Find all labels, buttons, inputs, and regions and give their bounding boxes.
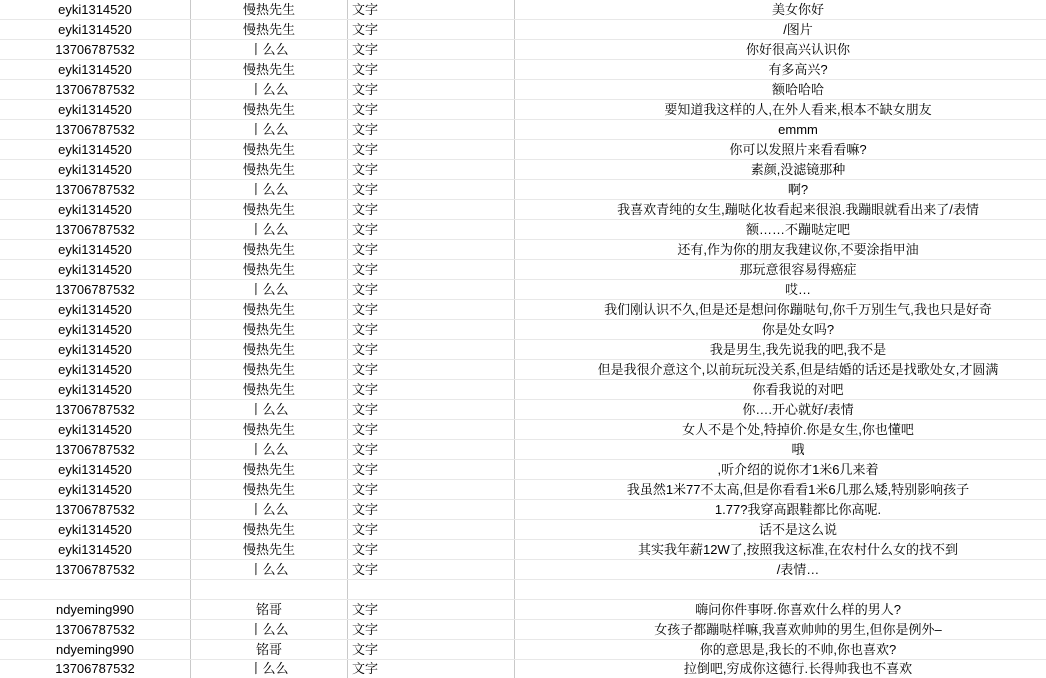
cell-message: 美女你好 (515, 0, 1046, 20)
cell-nickname: 慢热先生 (191, 480, 348, 500)
cell-type: 文字 (348, 480, 515, 500)
cell-type: 文字 (348, 180, 515, 200)
cell-type: 文字 (348, 360, 515, 380)
cell-account: 13706787532 (0, 440, 191, 460)
cell-message: 额……不蹦哒定吧 (515, 220, 1046, 240)
table-row[interactable] (0, 20, 1046, 40)
cell-type: 文字 (348, 400, 515, 420)
cell-message: 我喜欢青纯的女生,蹦哒化妆看起来很浪.我蹦眼就看出来了/表情 (515, 200, 1046, 220)
cell-nickname (191, 580, 348, 600)
cell-account: 13706787532 (0, 560, 191, 580)
table-row-partial[interactable] (0, 660, 1046, 678)
table-row[interactable] (0, 340, 1046, 360)
cell-account: eyki1314520 (0, 240, 191, 260)
cell-message: 你….开心就好/表情 (515, 400, 1046, 420)
cell-type: 文字 (348, 600, 515, 620)
cell-type: 文字 (348, 520, 515, 540)
cell-message: 素颜,没滤镜那种 (515, 160, 1046, 180)
cell-message: 我是男生,我先说我的吧,我不是 (515, 340, 1046, 360)
cell-account: ndyeming990 (0, 600, 191, 620)
cell-message: 那玩意很容易得癌症 (515, 260, 1046, 280)
cell-message: 1.77?我穿高跟鞋都比你高呢. (515, 500, 1046, 520)
cell-account: eyki1314520 (0, 520, 191, 540)
cell-nickname: 铭哥 (191, 600, 348, 620)
cell-account: eyki1314520 (0, 200, 191, 220)
cell-account: ndyeming990 (0, 640, 191, 660)
table-row[interactable] (0, 440, 1046, 460)
cell-type: 文字 (348, 0, 515, 20)
cell-type: 文字 (348, 560, 515, 580)
table-row[interactable] (0, 360, 1046, 380)
cell-nickname: 丨么么 (191, 220, 348, 240)
cell-message: 你是处女吗? (515, 320, 1046, 340)
table-row[interactable] (0, 480, 1046, 500)
cell-account: 13706787532 (0, 180, 191, 200)
cell-type: 文字 (348, 240, 515, 260)
cell-account: eyki1314520 (0, 420, 191, 440)
cell-account: eyki1314520 (0, 260, 191, 280)
cell-message: 我们刚认识不久,但是还是想问你蹦哒句,你千万别生气,我也只是好奇 (515, 300, 1046, 320)
cell-account: eyki1314520 (0, 20, 191, 40)
cell-nickname: 慢热先生 (191, 540, 348, 560)
cell-account (0, 660, 191, 678)
cell-account: 13706787532 (0, 280, 191, 300)
cell-account: eyki1314520 (0, 360, 191, 380)
table-row[interactable] (0, 220, 1046, 240)
cell-message: 啊? (515, 180, 1046, 200)
cell-type: 文字 (348, 500, 515, 520)
cell-message: 女人不是个处,特掉价.你是女生,你也懂吧 (515, 420, 1046, 440)
cell-type: 文字 (348, 420, 515, 440)
cell-account: eyki1314520 (0, 340, 191, 360)
cell-message (515, 660, 1046, 678)
table-row[interactable] (0, 560, 1046, 580)
cell-nickname: 慢热先生 (191, 320, 348, 340)
cell-account: eyki1314520 (0, 460, 191, 480)
cell-nickname: 慢热先生 (191, 200, 348, 220)
cell-type: 文字 (348, 20, 515, 40)
cell-message: /表情… (515, 560, 1046, 580)
cell-nickname-text: 丨么么 (195, 660, 343, 678)
cell-type: 文字 (348, 280, 515, 300)
cell-message: 你可以发照片来看看嘛? (515, 140, 1046, 160)
cell-message: 哎… (515, 280, 1046, 300)
table-row[interactable] (0, 600, 1046, 620)
table-row[interactable] (0, 380, 1046, 400)
table-row[interactable] (0, 280, 1046, 300)
cell-account: eyki1314520 (0, 300, 191, 320)
cell-message: /图片 (515, 20, 1046, 40)
cell-nickname: 慢热先生 (191, 140, 348, 160)
table-row[interactable] (0, 300, 1046, 320)
table-row[interactable] (0, 260, 1046, 280)
cell-type: 文字 (348, 140, 515, 160)
cell-message: emmm (515, 120, 1046, 140)
cell-nickname: 慢热先生 (191, 260, 348, 280)
cell-message (515, 580, 1046, 600)
cell-message: 女孩子都蹦哒样嘛,我喜欢帅帅的男生,但你是例外– (515, 620, 1046, 640)
table-row[interactable] (0, 640, 1046, 660)
cell-nickname: 慢热先生 (191, 460, 348, 480)
cell-nickname: 慢热先生 (191, 0, 348, 20)
cell-nickname: 慢热先生 (191, 520, 348, 540)
cell-message: ,听介绍的说你才1米6几来着 (515, 460, 1046, 480)
cell-nickname (191, 660, 348, 678)
cell-type: 文字 (348, 640, 515, 660)
cell-message: 嗨问你件事呀.你喜欢什么样的男人? (515, 600, 1046, 620)
table-row[interactable] (0, 100, 1046, 120)
cell-type: 文字 (348, 220, 515, 240)
cell-type: 文字 (348, 540, 515, 560)
cell-message: 但是我很介意这个,以前玩玩没关系,但是结婚的话还是找歌处女,才圆满 (515, 360, 1046, 380)
table-row[interactable] (0, 320, 1046, 340)
table-row[interactable] (0, 540, 1046, 560)
cell-nickname: 丨么么 (191, 440, 348, 460)
table-row[interactable] (0, 60, 1046, 80)
table-row[interactable] (0, 240, 1046, 260)
cell-account: 13706787532 (0, 220, 191, 240)
cell-message: 你好很高兴认识你 (515, 40, 1046, 60)
table-row[interactable] (0, 620, 1046, 640)
cell-nickname: 慢热先生 (191, 340, 348, 360)
cell-nickname: 慢热先生 (191, 20, 348, 40)
cell-message: 话不是这么说 (515, 520, 1046, 540)
table-row[interactable] (0, 520, 1046, 540)
cell-nickname: 铭哥 (191, 640, 348, 660)
table-row[interactable] (0, 500, 1046, 520)
cell-nickname: 丨么么 (191, 400, 348, 420)
cell-nickname: 慢热先生 (191, 100, 348, 120)
cell-type: 文字 (348, 440, 515, 460)
cell-nickname: 慢热先生 (191, 420, 348, 440)
cell-message: 我虽然1米77不太高,但是你看看1米6几那么矮,特别影响孩子 (515, 480, 1046, 500)
cell-message: 额哈哈哈 (515, 80, 1046, 100)
cell-type: 文字 (348, 460, 515, 480)
cell-type: 文字 (348, 200, 515, 220)
cell-nickname: 丨么么 (191, 560, 348, 580)
cell-type: 文字 (348, 120, 515, 140)
cell-type: 文字 (348, 620, 515, 640)
table-row[interactable] (0, 80, 1046, 100)
cell-type: 文字 (348, 340, 515, 360)
cell-type: 文字 (348, 380, 515, 400)
cell-nickname: 慢热先生 (191, 300, 348, 320)
table-row[interactable] (0, 400, 1046, 420)
table-row[interactable] (0, 200, 1046, 220)
cell-account: eyki1314520 (0, 480, 191, 500)
cell-message: 你的意思是,我长的不帅,你也喜欢? (515, 640, 1046, 660)
cell-account: eyki1314520 (0, 60, 191, 80)
cell-account: 13706787532 (0, 400, 191, 420)
cell-type: 文字 (348, 320, 515, 340)
table-row[interactable] (0, 120, 1046, 140)
cell-nickname: 慢热先生 (191, 380, 348, 400)
table-row[interactable] (0, 0, 1046, 20)
cell-message: 你看我说的对吧 (515, 380, 1046, 400)
cell-nickname: 慢热先生 (191, 240, 348, 260)
cell-nickname: 慢热先生 (191, 360, 348, 380)
table-row[interactable] (0, 460, 1046, 480)
cell-account: eyki1314520 (0, 320, 191, 340)
cell-account: eyki1314520 (0, 380, 191, 400)
cell-nickname: 丨么么 (191, 80, 348, 100)
cell-type: 文字 (348, 260, 515, 280)
cell-nickname: 丨么么 (191, 180, 348, 200)
cell-account: eyki1314520 (0, 140, 191, 160)
cell-account: 13706787532 (0, 500, 191, 520)
empty-row[interactable] (0, 580, 1046, 600)
cell-message: 其实我年薪12W了,按照我这标准,在农村什么女的找不到 (515, 540, 1046, 560)
table-row[interactable] (0, 420, 1046, 440)
cell-account-text: 13706787532 (4, 660, 186, 678)
cell-message: 还有,作为你的朋友我建议你,不要涂指甲油 (515, 240, 1046, 260)
cell-nickname: 丨么么 (191, 500, 348, 520)
cell-message: 有多高兴? (515, 60, 1046, 80)
cell-account (0, 580, 191, 600)
table-row[interactable] (0, 160, 1046, 180)
table-row[interactable] (0, 140, 1046, 160)
table-row[interactable] (0, 40, 1046, 60)
cell-nickname: 慢热先生 (191, 60, 348, 80)
cell-account: 13706787532 (0, 40, 191, 60)
cell-account: eyki1314520 (0, 100, 191, 120)
cell-type (348, 660, 515, 678)
cell-type: 文字 (348, 160, 515, 180)
cell-account: eyki1314520 (0, 160, 191, 180)
cell-type: 文字 (348, 80, 515, 100)
cell-nickname: 丨么么 (191, 120, 348, 140)
table-row[interactable] (0, 180, 1046, 200)
cell-type: 文字 (348, 40, 515, 60)
cell-account: 13706787532 (0, 120, 191, 140)
cell-account: 13706787532 (0, 620, 191, 640)
cell-nickname: 丨么么 (191, 620, 348, 640)
cell-message: 要知道我这样的人,在外人看来,根本不缺女朋友 (515, 100, 1046, 120)
cell-type: 文字 (348, 300, 515, 320)
cell-type: 文字 (348, 60, 515, 80)
cell-message: 哦 (515, 440, 1046, 460)
cell-nickname: 慢热先生 (191, 160, 348, 180)
cell-nickname: 丨么么 (191, 40, 348, 60)
cell-nickname: 丨么么 (191, 280, 348, 300)
cell-message-text: 拉倒吧,穷成你这德行.长得帅我也不喜欢 (519, 660, 1046, 678)
cell-account: 13706787532 (0, 80, 191, 100)
cell-account: eyki1314520 (0, 540, 191, 560)
cell-type (348, 580, 515, 600)
cell-account: eyki1314520 (0, 0, 191, 20)
cell-type-text: 文字 (352, 660, 510, 678)
cell-type: 文字 (348, 100, 515, 120)
